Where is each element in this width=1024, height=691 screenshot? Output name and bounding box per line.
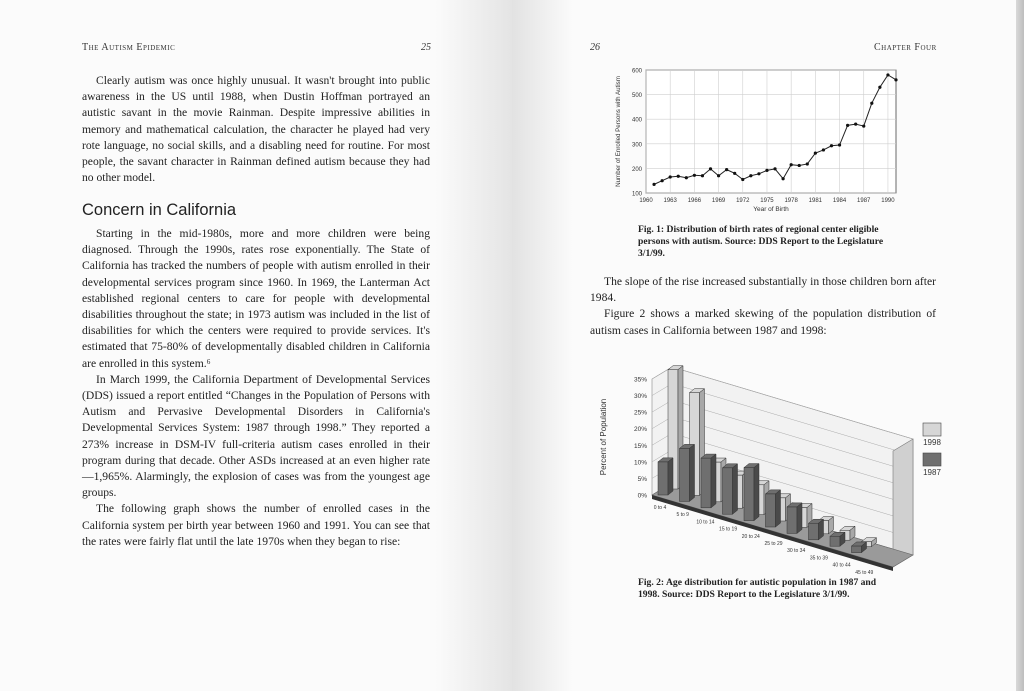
fig1-data-point — [693, 174, 696, 177]
fig1-ytick-label: 500 — [631, 93, 642, 100]
fig2-yaxis-label: Percent of Population — [599, 398, 608, 476]
fig2-end-wall — [893, 439, 913, 567]
fig1-data-point — [757, 172, 760, 175]
fig1-xtick-label: 1960 — [639, 198, 653, 204]
fig1-data-point — [661, 179, 664, 182]
fig2-legend-swatch — [923, 423, 941, 436]
fig1-data-point — [765, 169, 768, 172]
fig1-data-point — [862, 124, 865, 127]
fig2-bar-1987 — [680, 448, 690, 501]
fig1-data-point — [846, 124, 849, 127]
fig1-data-point — [725, 168, 728, 171]
fig2-bar-1987-side — [776, 490, 781, 527]
fig1-data-point — [894, 78, 897, 81]
fig1-data-point — [749, 174, 752, 177]
fig2-category-label: 15 to 19 — [719, 526, 738, 533]
fig1-xtick-label: 1966 — [687, 198, 702, 204]
fig2-bar-1987-side — [819, 519, 824, 540]
fig2-category-label: 40 to 44 — [832, 562, 851, 569]
fig2-bar-1987 — [701, 458, 711, 508]
fig2-category-label: 45 to 49 — [855, 569, 874, 574]
left-para-1: Clearly autism was once highly unusual. It wasn't brought into public awareness in the US until 1988, when Dustin Hoffman portrayed an autistic savant in the movie Rainman. Despite impressive abilities in memory and mathematical calculation, the character he played had very rote language, no social skills, and a disabling need for routine. For most people, the savant character in Rainman defined autism because they had no other model. — [82, 74, 430, 185]
right-body-block — [590, 274, 936, 339]
fig2-ytick-label: 30% — [633, 393, 647, 401]
fig1-data-point — [669, 175, 672, 178]
fig1-data-point — [806, 162, 809, 165]
left-para-2: Starting in the mid-1980s, more and more children were being diagnosed. Through the 1990s, rates rose exponentially. The State of California has tracked the numbers of people with autism enrolled in their developmental services program since 1960. In 1969, the Lanterman Act established regional centers to care for people with developmental disabilities throughout the state; in 1973 autism was included in the list of disabilities for which the centers were required to provide services. It's estimated that 75-80% of developmentally disabled children in California are enrolled in this system.⁶ — [82, 227, 430, 370]
right-para-2: Figure 2 shows a marked skewing of the population distribution of autism cases in California between 1987 and 1998: — [590, 307, 936, 337]
fig2-bar-1987-side — [690, 444, 695, 501]
fig2-ytick-label: 20% — [633, 426, 647, 434]
fig1-ytick-label: 400 — [631, 117, 642, 124]
fig2-category-label: 0 to 4 — [653, 505, 667, 511]
right-para-1: The slope of the rise increased substantially in those children born after 1984. — [590, 275, 936, 305]
fig2-ytick-label: 35% — [633, 376, 647, 384]
fig2-category-label: 30 to 34 — [787, 548, 806, 555]
fig1-xtick-label: 1972 — [736, 198, 750, 204]
fig1-xtick-label: 1984 — [832, 198, 847, 204]
fig1-data-point — [854, 123, 857, 126]
fig2-bar-chart — [594, 362, 944, 574]
fig1-line-chart — [604, 62, 904, 222]
fig2-legend-swatch — [923, 453, 941, 466]
fig2-bar-1987 — [830, 536, 840, 546]
fig2-ytick-label: 5% — [637, 475, 647, 483]
fig1-data-point — [870, 102, 873, 105]
fig2-bar-1987 — [766, 494, 776, 527]
fig1-data-point — [741, 178, 744, 181]
fig1-xtick-label: 1978 — [784, 198, 798, 204]
fig1-data-point — [814, 152, 817, 155]
fig2-bar-1987 — [852, 546, 862, 553]
fig2-bar-1987-side — [733, 464, 738, 514]
fig2-category-label: 35 to 39 — [809, 555, 828, 562]
fig1-ytick-label: 300 — [631, 142, 642, 149]
left-body-block — [82, 226, 430, 550]
fig1-xtick-label: 1963 — [663, 198, 677, 204]
fig1-data-point — [830, 144, 833, 147]
fig2-category-label: 10 to 14 — [696, 519, 715, 526]
fig1-caption: Fig. 1: Distribution of birth rates of regional center eligible persons with autism. Source: DDS Report to the Legislature 3/1/99. — [638, 224, 884, 259]
fig2-ytick-label: 0% — [637, 492, 647, 500]
fig2-bar-1987 — [809, 523, 819, 540]
fig1-data-point — [652, 183, 655, 186]
fig1-ytick-label: 600 — [631, 68, 642, 75]
fig1-xtick-label: 1990 — [881, 198, 895, 204]
fig1-xtick-label: 1981 — [808, 198, 823, 204]
fig1-data-point — [878, 86, 881, 89]
fig1-data-point — [709, 167, 712, 170]
fig2-caption: Fig. 2: Age distribution for autistic population in 1987 and 1998. Source: DDS Report to the Legislature 3/1/99. — [638, 577, 877, 600]
fig2-bar-1987-side — [711, 454, 716, 508]
section-title: Concern in California — [82, 201, 237, 219]
left-para-1-block — [82, 73, 430, 186]
fig2-category-label: 5 to 9 — [676, 512, 689, 519]
fig2-category-label: 20 to 24 — [741, 533, 760, 540]
page-edge — [1016, 0, 1024, 691]
fig2-bar-1987-side — [668, 458, 673, 495]
fig2-bar-1987 — [658, 462, 668, 495]
fig2-bar-1987 — [723, 468, 733, 514]
fig2-legend-label: 1987 — [923, 468, 941, 477]
page-number-left: 25 — [421, 42, 431, 53]
fig1-data-point — [677, 175, 680, 178]
fig2-bar-1987-side — [797, 503, 802, 534]
running-header-right: Chapter Four — [874, 42, 937, 53]
fig1-data-point — [822, 148, 825, 151]
fig1-ytick-label: 100 — [631, 191, 642, 198]
fig1-ytick-label: 200 — [631, 166, 642, 173]
fig1-data-point — [790, 163, 793, 166]
fig1-data-point — [838, 143, 841, 146]
fig1-plot-area — [646, 70, 896, 193]
fig2-bar-1987 — [744, 468, 754, 521]
fig1-xtick-label: 1975 — [760, 198, 774, 204]
running-header-left: The Autism Epidemic — [82, 42, 176, 53]
fig1-data-point — [733, 172, 736, 175]
fig1-data-point — [701, 174, 704, 177]
fig1-data-point — [685, 176, 688, 179]
left-para-4: The following graph shows the number of enrolled cases in the California system per birth year between 1960 and 1991. You can see that the rates were fairly flat until the late 1970s when they began to rise: — [82, 502, 430, 548]
page-number-right: 26 — [590, 42, 600, 53]
fig1-data-point — [773, 167, 776, 170]
fig2-legend-label: 1998 — [923, 438, 941, 447]
left-para-3: In March 1999, the California Department of Developmental Services (DDS) issued a report entitled “Changes in the Population of Persons with Autism and Pervasive Developmental Disorders in California's Developmental Services System: 1987 through 1998.” They reported a 273% increase in DSM-IV full-criteria autism cases enrolled in their program during that decade. Other ASDs increased at an even higher rate—1,965%. Alarmingly, the explosion of cases was from the youngest age groups. — [82, 372, 430, 500]
fig1-xaxis-label: Year of Birth — [753, 206, 789, 213]
fig2-ytick-label: 25% — [633, 409, 647, 417]
fig1-data-point — [798, 164, 801, 167]
fig2-bar-1987 — [787, 507, 797, 534]
fig1-xtick-label: 1987 — [857, 198, 871, 204]
right-page — [512, 0, 1018, 691]
fig1-data-point — [781, 177, 784, 180]
fig1-yaxis-label: Number of Enrolled Persons with Autism — [615, 76, 622, 187]
fig1-xtick-label: 1969 — [711, 198, 726, 204]
fig1-data-point — [717, 174, 720, 177]
fig2-bar-1987-side — [754, 464, 759, 521]
fig2-category-label: 25 to 29 — [764, 541, 783, 547]
fig1-data-point — [886, 73, 889, 76]
fig2-ytick-label: 15% — [633, 442, 647, 450]
fig2-ytick-label: 10% — [633, 459, 647, 467]
